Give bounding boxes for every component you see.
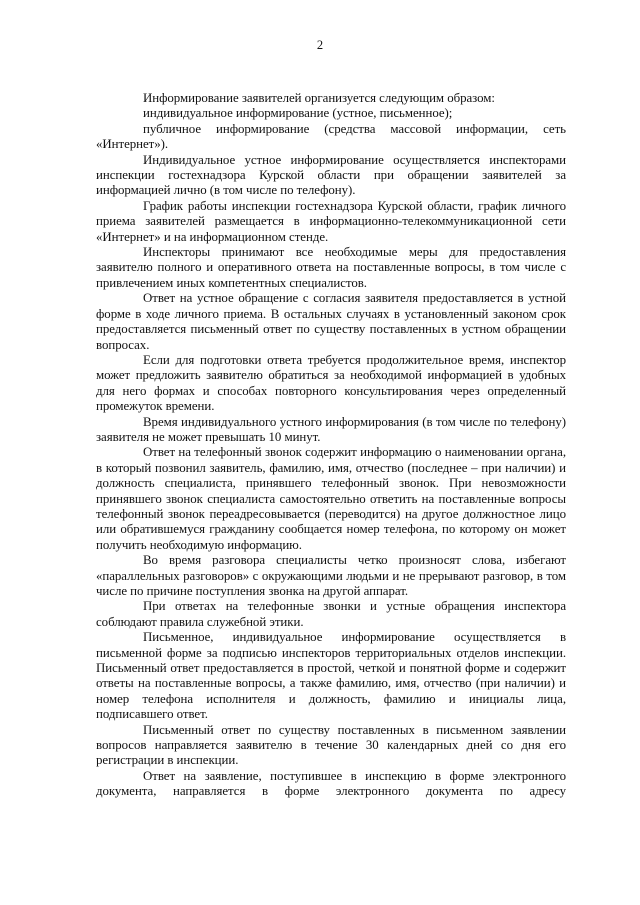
page-number: 2 [316, 38, 324, 52]
paragraph-inspectors-measures: Инспекторы принимают все необходимые меры для предоставления заявителю полного и оперативного ответа на поставленные вопросы, в том числе с привлечением иных компетентных специалистов. [96, 245, 566, 290]
document-body [96, 91, 566, 800]
paragraph-conversation-rules: Во время разговора специалисты четко произносят слова, избегают «параллельных разговоров» с окружающими людьми и не прерывают разговор, в том числе по причине поступления звонка на другой аппарат. [96, 553, 566, 598]
paragraph-public-informing: публичное информирование (средства массовой информации, сеть «Интернет»). [96, 121, 566, 152]
paragraph-extended-time: Если для подготовки ответа требуется продолжительное время, инспектор может предложить заявителю обратиться за необходимой информацией в удобных для него формах и способах повторного консультирования через определенный промежуток времени. [96, 352, 566, 414]
paragraph-written-informing: Письменное, индивидуальное информирование осуществляется в письменной форме за подписью инспекторов территориальных отделов инспекции. Письменный ответ предоставляется в простой, четкой и понятной форме и содержит ответы на поставленные вопросы, а также фамилию, имя, отчество (при наличии) и номер телефона исполнителя и должность, фамилию и инициалы лица, подписавшего ответ. [96, 630, 566, 722]
paragraph-electronic-response: Ответ на заявление, поступившее в инспекцию в форме электронного документа, направляется в форме электронного документа по адресу [96, 768, 566, 799]
paragraph-oral-informing: Индивидуальное устное информирование осуществляется инспекторами инспекции гостехнадзора Курской области при обращении заявителей за информацией лично (в том числе по телефону). [96, 152, 566, 198]
paragraph-service-ethics: При ответах на телефонные звонки и устные обращения инспектора соблюдают правила служебной этики. [96, 599, 566, 629]
paragraph-informing-intro: Информирование заявителей организуется следующим образом: [143, 91, 495, 105]
paragraph-written-response-term: Письменный ответ по существу поставленных в письменном заявлении вопросов направляется заявителю в течение 30 календарных дней со дня его регистрации в инспекции. [96, 722, 566, 768]
paragraph-work-schedule: График работы инспекции гостехнадзора Курской области, график личного приема заявителей размещается в информационно-телекоммуникационной сети «Интернет» и на информационном стенде. [96, 198, 566, 244]
paragraph-phone-answer: Ответ на телефонный звонок содержит информацию о наименовании органа, в который позвонил заявитель, фамилию, имя, отчество (последнее – при наличии) и должность специалиста, принявшего телефонный звонок. При невозможности принявшего звонок специалиста самостоятельно ответить на поставленные вопросы телефонный звонок переадресовывается (переводится) на другое должностное лицо или обратившемуся гражданину сообщается номер телефона, по которому он может получить необходимую информацию. [96, 445, 566, 552]
paragraph-time-limit: Время индивидуального устного информирования (в том числе по телефону) заявителя не может превышать 10 минут. [96, 414, 566, 444]
paragraph-individual-informing: индивидуальное информирование (устное, письменное); [143, 106, 453, 121]
paragraph-oral-response: Ответ на устное обращение с согласия заявителя предоставляется в устной форме в ходе личного приема. В остальных случаях в установленный законом срок предоставляется письменный ответ по существу поставленных в устном обращении вопросах. [96, 291, 566, 352]
